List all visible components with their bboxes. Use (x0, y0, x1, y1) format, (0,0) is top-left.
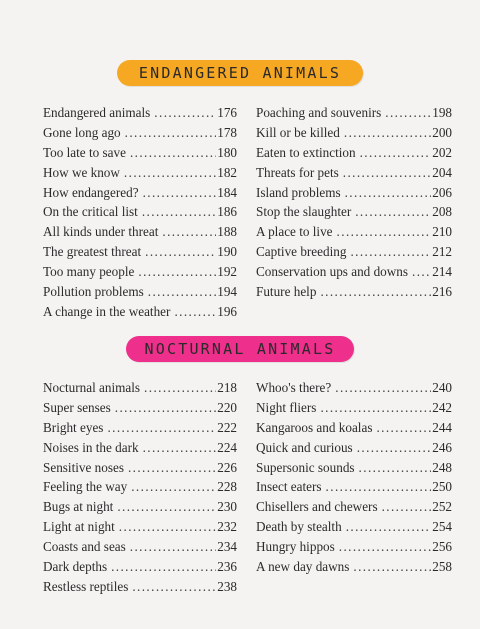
toc-entry (256, 517, 452, 537)
toc-entry-title: How endangered? (43, 184, 139, 200)
toc-entry-title: Insect eaters (256, 479, 322, 495)
toc-entry-title: Night fliers (256, 399, 317, 415)
toc-entry-title: Island problems (256, 184, 341, 200)
toc-entry (256, 477, 452, 497)
dot-leader (345, 183, 432, 203)
toc-entry-page-number: 182 (217, 164, 237, 180)
toc-entry-page-number: 188 (217, 224, 237, 240)
dot-leader (124, 163, 216, 183)
dot-leader (115, 398, 216, 418)
toc-entry-title: Supersonic sounds (256, 459, 355, 475)
toc-entry (43, 557, 237, 577)
toc-entry-page-number: 232 (217, 519, 237, 535)
toc-entry-title: Nocturnal animals (43, 380, 141, 395)
toc-entry (256, 378, 452, 398)
toc-entry-title: Coasts and seas (43, 539, 126, 555)
toc-entry (43, 477, 237, 497)
toc-entry-page-number: 254 (432, 519, 452, 535)
toc-entry (256, 497, 452, 517)
toc-entry-title: Eaten to extinction (256, 144, 356, 160)
toc-entry (256, 418, 452, 438)
dot-leader (138, 262, 216, 282)
toc-entry-title: How we know (43, 164, 120, 180)
toc-entry (43, 262, 237, 282)
toc-entry-title: Noises in the dark (43, 439, 139, 455)
toc-entry-page-number: 202 (432, 144, 452, 160)
toc-entry-page-number: 178 (217, 124, 237, 140)
dot-leader (143, 183, 217, 203)
toc-entry-title: Dark depths (43, 559, 108, 575)
toc-column-endangered-right (256, 103, 452, 302)
toc-entry-title: Quick and curious (256, 439, 353, 455)
dot-leader (335, 378, 431, 398)
dot-leader (353, 557, 431, 577)
toc-entry-title: Conservation ups and downs (256, 264, 409, 280)
toc-entry (43, 242, 237, 262)
toc-entry-page-number: 204 (432, 164, 452, 180)
toc-entry (43, 537, 237, 557)
toc-entry-page-number: 222 (217, 419, 237, 435)
toc-entry-page-number: 206 (432, 184, 452, 200)
toc-entry (256, 438, 452, 458)
toc-entry-title: Whoo's there? (256, 380, 332, 395)
toc-entry (256, 557, 452, 577)
toc-entry-title: Future help (256, 284, 317, 300)
toc-entry (43, 577, 237, 597)
dot-leader (144, 378, 216, 398)
toc-entry-title: Endangered animals (43, 105, 151, 120)
toc-entry-title: Pollution problems (43, 284, 144, 300)
toc-entry-page-number: 184 (217, 184, 237, 200)
toc-entry-title: Threats for pets (256, 164, 339, 180)
dot-leader (344, 123, 431, 143)
toc-entry-title: Hungry hippos (256, 539, 335, 555)
toc-entry-title: Light at night (43, 519, 115, 535)
toc-entry-page-number: 226 (217, 459, 237, 475)
dot-leader (125, 123, 217, 143)
toc-entry-page-number: 212 (432, 244, 452, 260)
toc-entry-page-number: 224 (217, 439, 237, 455)
toc-entry (256, 537, 452, 557)
toc-entry-title: Chisellers and chewers (256, 499, 378, 515)
toc-entry-title: Gone long ago (43, 124, 121, 140)
dot-leader (162, 222, 216, 242)
dot-leader (382, 497, 432, 517)
toc-column-nocturnal-left (43, 378, 237, 597)
dot-leader (412, 262, 431, 282)
dot-leader (132, 577, 216, 597)
toc-entry (256, 163, 452, 183)
toc-entry-title: Kangaroos and koalas (256, 419, 373, 435)
toc-entry-title: Super senses (43, 399, 111, 415)
section-heading-endangered-animals: ENDANGERED ANIMALS (117, 60, 363, 86)
toc-entry-title: A change in the weather (43, 303, 171, 319)
toc-entry-title: Stop the slaughter (256, 204, 352, 220)
dot-leader (320, 398, 431, 418)
dot-leader (343, 163, 431, 183)
toc-entry-page-number: 242 (432, 399, 452, 415)
toc-entry-page-number: 194 (217, 284, 237, 300)
toc-entry (43, 222, 237, 242)
toc-entry-title: Sensitive noses (43, 459, 124, 475)
dot-leader (350, 242, 431, 262)
toc-entry (43, 202, 237, 222)
toc-entry (43, 378, 237, 398)
toc-entry-page-number: 198 (432, 105, 452, 120)
toc-entry (43, 163, 237, 183)
toc-entry-page-number: 216 (432, 284, 452, 300)
dot-leader (357, 438, 432, 458)
toc-entry-title: A new day dawns (256, 559, 350, 575)
toc-entry-title: Too late to save (43, 144, 126, 160)
toc-entry-page-number: 192 (217, 264, 237, 280)
toc-entry (43, 183, 237, 203)
dot-leader (337, 222, 432, 242)
toc-entry-page-number: 230 (217, 499, 237, 515)
dot-leader (119, 517, 216, 537)
toc-entry-title: Feeling the way (43, 479, 128, 495)
toc-entry-page-number: 258 (432, 559, 452, 575)
dot-leader (359, 458, 432, 478)
toc-entry-page-number: 210 (432, 224, 452, 240)
toc-entry-page-number: 196 (217, 303, 237, 319)
toc-entry-page-number: 250 (432, 479, 452, 495)
toc-entry-title: Bright eyes (43, 419, 104, 435)
toc-entry (43, 458, 237, 478)
toc-entry-page-number: 186 (217, 204, 237, 220)
dot-leader (131, 477, 216, 497)
toc-entry-page-number: 176 (217, 105, 237, 120)
toc-entry (256, 143, 452, 163)
toc-entry-page-number: 244 (432, 419, 452, 435)
dot-leader (339, 537, 431, 557)
toc-entry-page-number: 228 (217, 479, 237, 495)
toc-entry (256, 222, 452, 242)
toc-entry-title: All kinds under threat (43, 224, 159, 240)
toc-entry (256, 103, 452, 123)
toc-entry-page-number: 200 (432, 124, 452, 140)
toc-entry-title: On the critical list (43, 204, 138, 220)
toc-entry-title: Restless reptiles (43, 578, 129, 594)
toc-entry-page-number: 246 (432, 439, 452, 455)
toc-entry-page-number: 214 (432, 264, 452, 280)
toc-entry (256, 282, 452, 302)
dot-leader (130, 143, 216, 163)
toc-entry-title: Death by stealth (256, 519, 342, 535)
dot-leader (130, 537, 216, 557)
toc-column-endangered-left (43, 103, 237, 322)
dot-leader (346, 517, 432, 537)
dot-leader (154, 103, 216, 123)
toc-entry (256, 202, 452, 222)
dot-leader (148, 282, 216, 302)
dot-leader (385, 103, 431, 123)
toc-entry (43, 438, 237, 458)
section-heading-nocturnal-animals: NOCTURNAL ANIMALS (126, 336, 354, 362)
toc-entry (43, 302, 237, 322)
toc-entry (256, 398, 452, 418)
toc-entry-title: Captive breeding (256, 244, 347, 260)
toc-entry (256, 123, 452, 143)
toc-entry-page-number: 248 (432, 459, 452, 475)
toc-entry-page-number: 238 (217, 578, 237, 594)
toc-column-nocturnal-right (256, 378, 452, 577)
dot-leader (174, 302, 216, 322)
dot-leader (376, 418, 431, 438)
toc-entry (256, 183, 452, 203)
toc-entry-title: Kill or be killed (256, 124, 340, 140)
toc-entry (256, 262, 452, 282)
toc-entry-title: Poaching and souvenirs (256, 105, 382, 120)
toc-entry-title: Too many people (43, 264, 135, 280)
dot-leader (145, 242, 216, 262)
dot-leader (326, 477, 432, 497)
dot-leader (128, 458, 216, 478)
toc-entry (256, 458, 452, 478)
toc-entry-title: The greatest threat (43, 244, 142, 260)
dot-leader (117, 497, 216, 517)
toc-entry (256, 242, 452, 262)
toc-entry-page-number: 240 (432, 380, 452, 395)
dot-leader (143, 438, 217, 458)
toc-entry-page-number: 256 (432, 539, 452, 555)
toc-entry (43, 497, 237, 517)
toc-entry-page-number: 252 (432, 499, 452, 515)
dot-leader (360, 143, 432, 163)
dot-leader (355, 202, 431, 222)
toc-entry (43, 418, 237, 438)
dot-leader (107, 418, 216, 438)
dot-leader (142, 202, 216, 222)
dot-leader (320, 282, 431, 302)
toc-entry-page-number: 218 (217, 380, 237, 395)
toc-entry (43, 123, 237, 143)
toc-entry-page-number: 190 (217, 244, 237, 260)
toc-entry-title: Bugs at night (43, 499, 114, 515)
toc-entry (43, 398, 237, 418)
toc-entry (43, 103, 237, 123)
toc-entry (43, 517, 237, 537)
toc-entry-page-number: 208 (432, 204, 452, 220)
toc-entry (43, 143, 237, 163)
toc-entry-page-number: 180 (217, 144, 237, 160)
dot-leader (111, 557, 216, 577)
toc-entry-page-number: 236 (217, 559, 237, 575)
toc-entry-page-number: 234 (217, 539, 237, 555)
toc-entry-page-number: 220 (217, 399, 237, 415)
toc-entry-title: A place to live (256, 224, 333, 240)
toc-entry (43, 282, 237, 302)
